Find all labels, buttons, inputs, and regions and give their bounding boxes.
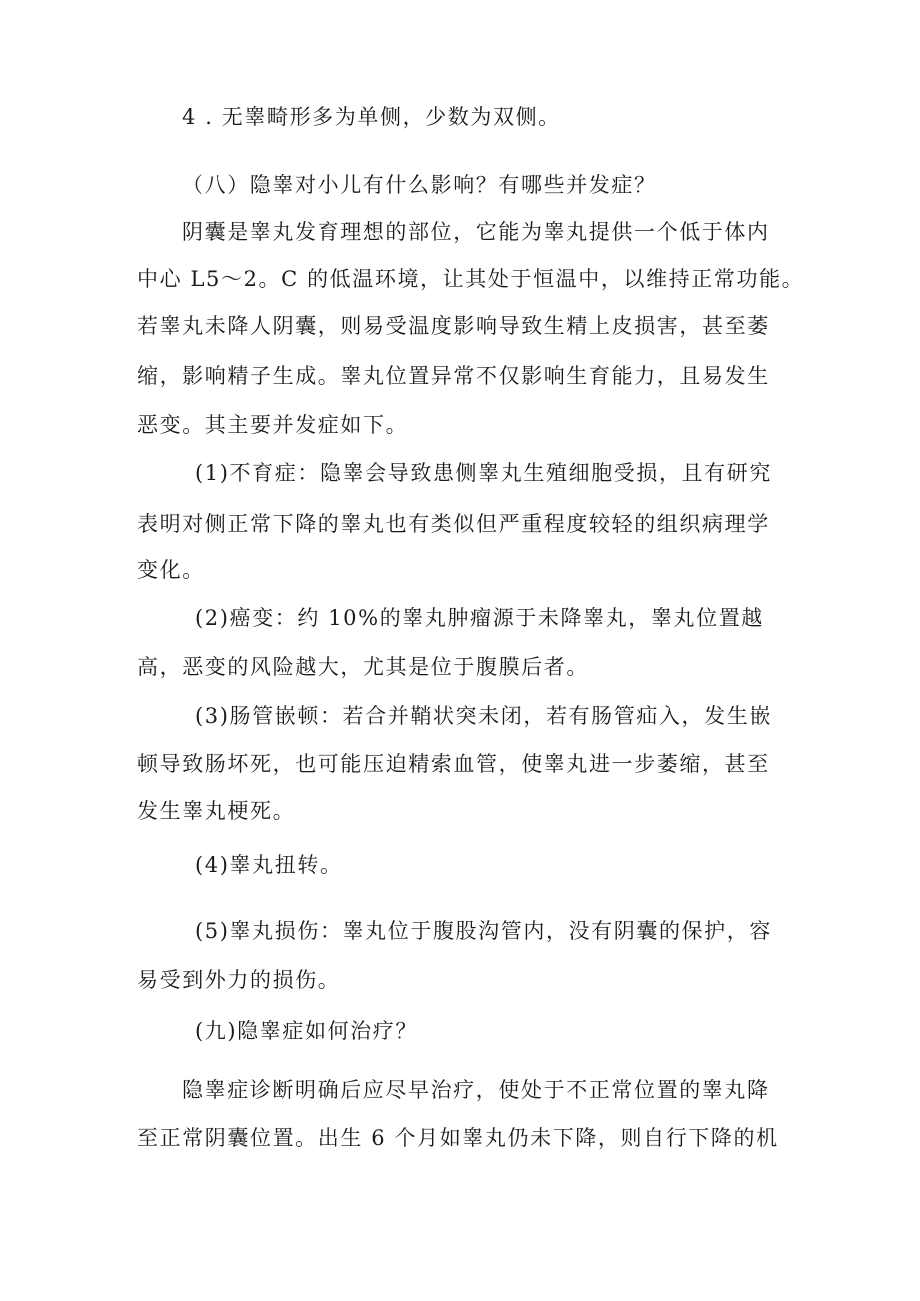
text-line: 发生睾丸梗死。	[137, 799, 296, 823]
text-line: 至正常阴囊位置。出生 6 个月如睾丸仍未下降，则自行下降的机	[137, 1126, 779, 1150]
text-line: 缩，影响精子生成。睾丸位置异常不仅影响生育能力，且易发生	[137, 364, 770, 388]
section-heading: (九)隐睾症如何治疗？	[195, 1019, 418, 1043]
text-line: 顿导致肠坏死，也可能压迫精索血管，使睾丸进一步萎缩，甚至	[137, 752, 770, 776]
text-line: 阴囊是睾丸发育理想的部位，它能为睾丸提供一个低于体内	[182, 220, 770, 244]
text-line: (1)不育症：隐睾会导致患侧睾丸生殖细胞受损，且有研究	[195, 461, 772, 485]
text-line: 变化。	[137, 558, 205, 582]
text-line: 恶变。其主要并发症如下。	[137, 413, 409, 437]
text-line: 隐睾症诊断明确后应尽早治疗，使处于不正常位置的睾丸降	[182, 1078, 770, 1102]
text-line: 中心 L5～2。C 的低温环境，让其处于恒温中，以维持正常功能。	[137, 267, 805, 291]
text-line: (3)肠管嵌顿：若合并鞘状突未闭，若有肠管疝入，发生嵌	[195, 704, 772, 728]
text-line: (4)睾丸扭转。	[195, 853, 343, 877]
text-line: 4 . 无睾畸形多为单侧，少数为双侧。	[182, 105, 561, 129]
text-line: (5)睾丸损伤：睾丸位于腹股沟管内，没有阴囊的保护，容	[195, 919, 772, 943]
text-line: 若睾丸未降人阴囊，则易受温度影响导致生精上皮损害，甚至萎	[137, 314, 770, 338]
text-line: 表明对侧正常下降的睾丸也有类似但严重程度较轻的组织病理学	[137, 512, 770, 536]
section-heading: （八）隐睾对小儿有什么影响？有哪些并发症？	[182, 173, 657, 197]
text-line: 易受到外力的损伤。	[137, 968, 341, 992]
text-line: (2)癌变：约 10%的睾丸肿瘤源于未降睾丸，睾丸位置越	[195, 606, 764, 630]
text-line: 高，恶变的风险越大，尤其是位于腹膜后者。	[137, 655, 589, 679]
